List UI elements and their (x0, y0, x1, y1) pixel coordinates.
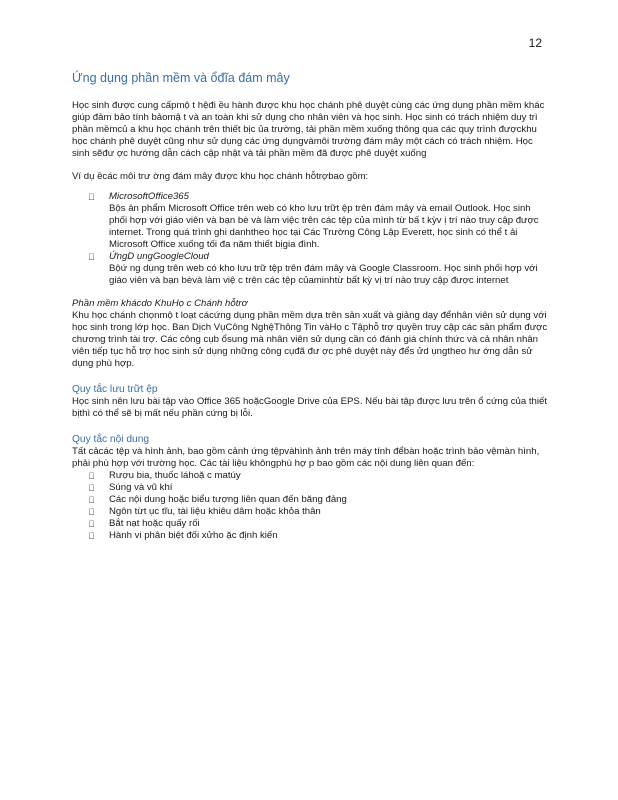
cloud-item-text: Bộứ ng dụng trên web có kho lưu trữ tệp trên đám mây và Google Classroom. Học sinh phối hợp với giáo viên và bạn bèvà làm việ c trên các tệp củaminhtừ bất kỳ vị trí nào truy cập được internet (109, 263, 538, 286)
content-item-text: Hành vi phân biệt đối xửho ặc định kiến (109, 530, 278, 541)
bullet-icon (88, 470, 95, 482)
storage-paragraph: Học sinh nên lưu bài tập vào Office 365 hoặcGoogle Drive của EPS. Nếu bài tập được lưu trên ổ cứng của thiết bịthì có thể sẽ bị mất nếu phần cứng bị lỗi. (72, 396, 547, 419)
cloud-examples-intro: Ví dụ ềcác môi trư ờng đám mây được khu học chánh hỗtrợbao gồm: (72, 171, 369, 182)
content-item-text: Các nội dung hoặc biểu tượng liên quan đến băng đảng (109, 494, 347, 505)
bullet-icon (88, 251, 95, 263)
section-title: Ứng dụng phần mềm và ổđĩa đám mây (72, 71, 290, 85)
cloud-item-title: MicrosoftOffice365 (109, 191, 189, 202)
storage-heading: Quy tắc lưu trữt ệp (72, 384, 158, 395)
content-paragraph: Tất cảcác tệp và hình ảnh, bao gồm cảnh ứng tệpvàhình ảnh trên máy tính đểbàn hoặc trình bảo vệmàn hình, phải phù hợp với trường học. Các tài liệu khôngphù hợ p bao gồm các nội dung liên quan đến: (72, 446, 540, 469)
list-item (72, 251, 548, 287)
list-item (72, 482, 548, 494)
page-number: 12 (528, 36, 542, 50)
content-heading: Quy tắc nội dung (72, 434, 150, 445)
content-item-text: Bắt nạt hoặc quấy rối (109, 518, 200, 529)
bullet-icon (88, 191, 95, 203)
bullet-icon (88, 494, 95, 506)
bullet-icon (88, 530, 95, 542)
content-item-text: Súng và vũ khí (109, 482, 173, 493)
list-item (72, 191, 548, 251)
document-body (72, 70, 548, 542)
cloud-list (72, 191, 548, 287)
software-heading: Phần mềm khácdo KhuHọ c Chánh hỗtrơ (72, 298, 248, 309)
list-item (72, 530, 548, 542)
bullet-icon (88, 482, 95, 494)
content-list (72, 470, 548, 542)
bullet-icon (88, 518, 95, 530)
list-item (72, 470, 548, 482)
content-item-text: Rượu bia, thuốc láhoặ c matúy (109, 470, 241, 481)
cloud-item-text: Bộs ản phẩm Microsoft Office trên web có kho lưu trữt ệp trên đám mây và email Outlook. Học sinh phối hợp với giáo viên và bạn bè và làm việc trên các tệp của mình từ bấ t kỳv ị trí nào truy cập được internet. Trong quá trình ghi danhtheo học tại Các Trường Công Lập Everett, học sinh có thể t ải Microsoft Office xuống tối đa năm thiết bịgia đình. (109, 203, 539, 250)
intro-paragraph: Học sinh được cung cấpmộ t hệđi ều hành được khu học chánh phê duyệt cùng các ứng dụng phần mềm khác giúp đảm bảo tính bảomậ t và an toàn khi sử dụng cho nhân viên và học sinh. Học sinh có trách nhiệm duy trì phần mềmcủ a khu học chánh trên thiết bịc ủa trường, tải phần mềm xuống thông qua các quy trình đượckhu học chánh phê duyệt cũng như sử dụng các ứng dụngvàmôi trường đám mây một cách có trách nhiệm. Học sinh sẽđư ợc hướng dẫn cách cập nhật và tải phần mềm đã được phê duyệt xuống (72, 100, 545, 159)
list-item (72, 518, 548, 530)
list-item (72, 494, 548, 506)
bullet-icon (88, 506, 95, 518)
content-item-text: Ngôn từt ục tĩu, tài liệu khiêu dâm hoặc khỏa thân (109, 506, 321, 517)
software-paragraph: Khu học chánh chọnmộ t loạt cácứng dụng phần mềm dựa trên sản xuất và giảng dạy đểnhân viên sử dụng với học sinh trong lớp học. Ban Dịch VụCông NghệThông Tin vàHọ c Tậphỗ trợ quyền truy cập các sản phẩm được chương trình tài trợ. Các công cụb ổsung mà nhân viên sử dụng cần có đánh giá chính thức và cả nhân nhân viên tiếp tục hỗ trợ học sinh sử dụng những công cụđã đư ợc phê duyệt này đểs ửd ụngtheo hư ớng dẫn sử dụng phù hợp. (72, 310, 548, 369)
cloud-item-title: ỨngD ụngGoogleCloud (109, 251, 209, 262)
list-item (72, 506, 548, 518)
